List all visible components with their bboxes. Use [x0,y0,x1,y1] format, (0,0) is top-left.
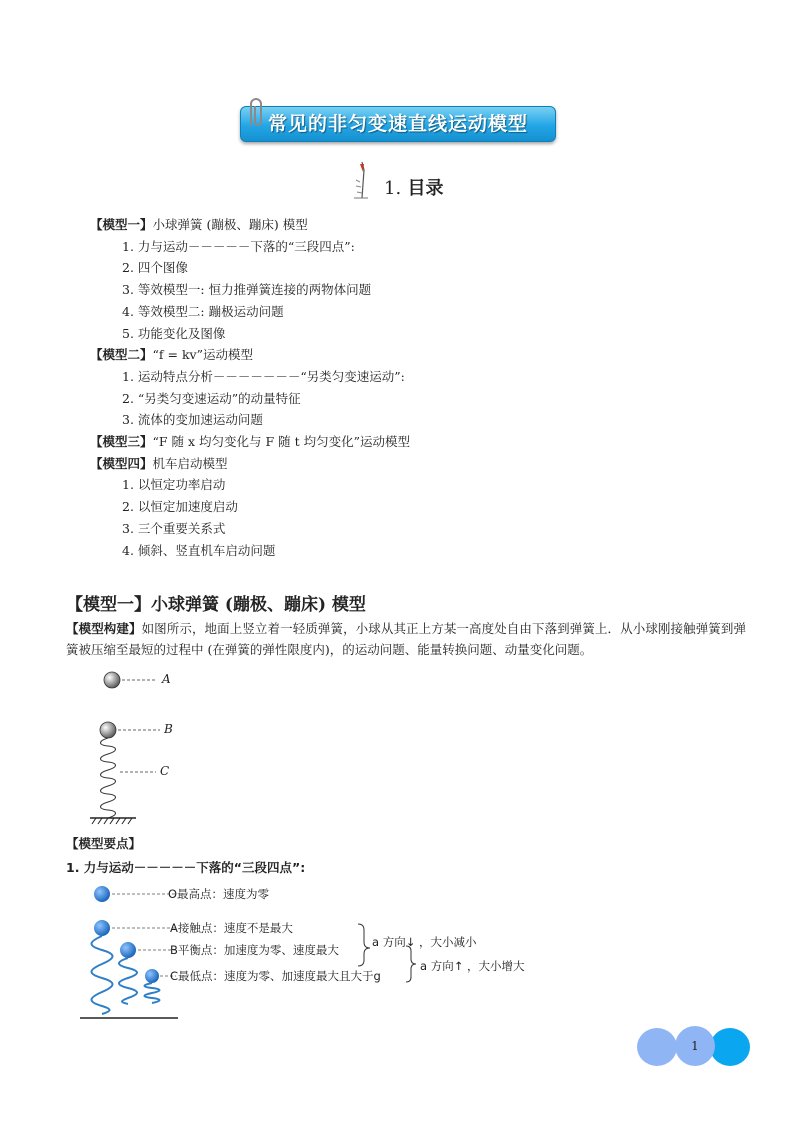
ball-b [100,722,116,738]
spring-a [92,936,113,1014]
toc-item[interactable]: 2. 四个图像 [122,260,188,276]
toc-title: 目录 [407,178,444,199]
point-b: B平衡点：加速度为零、速度最大 [170,943,339,957]
toc-number: 1. [384,178,402,199]
spring-b [119,958,137,1004]
direction-note-1: a 方向↓ ，大小减小 [372,935,477,949]
section-heading: 【模型一】小球弹簧 (蹦极、蹦床) 模型 [66,595,366,615]
pager-decor-right [710,1028,750,1066]
toc-item[interactable]: 2. 以恒定加速度启动 [122,499,238,515]
label-b: B [164,722,173,736]
model-build-text: 如图所示，地面上竖立着一轻质弹簧，小球从其正上方某一高度处自由下落到弹簧上．从小球刚接触弹簧到弹簧被压缩至最短的过程中 (在弹簧的弹性限度内)，的运动问题、能量转换问题、动量变化问题。 [66,621,746,657]
subheading-force-motion: 1. 力与运动－－－－－下落的“三段四点”: [66,860,306,875]
brace-marks [354,922,378,992]
model-build-paragraph [66,618,746,660]
toc-heading [350,174,443,200]
spring [101,738,116,818]
ball-c2 [145,969,159,983]
toc-item[interactable]: 2. “另类匀变速运动”的动量特征 [122,390,301,406]
point-c: C最低点：速度为零、加速度最大且大于g [170,969,381,983]
paperclip-icon [244,96,266,130]
toc-item[interactable]: 5. 功能变化及图像 [122,325,226,341]
toc-item[interactable]: 3. 等效模型一: 恒力推弹簧连接的两物体问题 [122,282,372,298]
ball-b2 [120,942,136,958]
toc-item[interactable]: 1. 运动特点分析－－－－－－－“另类匀变速运动”: [122,368,405,384]
toc-item[interactable]: 3. 流体的变加速运动问题 [122,412,263,428]
key-points-label: 【模型要点】 [66,836,142,851]
ball-o [94,886,110,902]
ball-a2 [94,920,110,936]
page-number: 1 [691,1039,699,1053]
ball-spring-figure [90,664,200,830]
toc-item[interactable]: 4. 倾斜、竖直机车启动问题 [122,542,276,558]
title-banner [240,106,556,142]
toc-item[interactable]: 1. 力与运动－－－－－下落的“三段四点”: [122,238,355,254]
toc-item[interactable]: 【模型二】“f = kv”运动模型 [90,347,253,363]
ball-a [104,672,120,688]
toc-list [90,214,730,561]
label-a: A [162,672,171,686]
brace-marks-2 [402,944,422,990]
toc-item[interactable]: 【模型一】小球弹簧 (蹦极、蹦床) 模型 [90,217,308,232]
spring-c [145,983,160,1003]
point-o: O最高点：速度为零 [168,887,270,901]
direction-note-2: a 方向↑ ，大小增大 [420,959,525,973]
page-title: 常见的非匀变速直线运动模型 [267,113,528,135]
toc-item[interactable]: 【模型三】“F 随 x 均匀变化与 F 随 t 均匀变化”运动模型 [90,434,411,450]
label-c: C [160,764,170,778]
toc-item[interactable]: 【模型四】机车启动模型 [90,455,228,471]
toc-item[interactable]: 3. 三个重要关系式 [122,520,226,536]
pager-decor-left [637,1028,677,1066]
toc-item[interactable]: 4. 等效模型二: 蹦极运动问题 [122,303,284,319]
toc-item[interactable]: 1. 以恒定功率启动 [122,477,226,493]
model-build-label: 【模型构建】 [66,621,142,636]
point-a: A接触点：速度不是最大 [170,921,293,935]
